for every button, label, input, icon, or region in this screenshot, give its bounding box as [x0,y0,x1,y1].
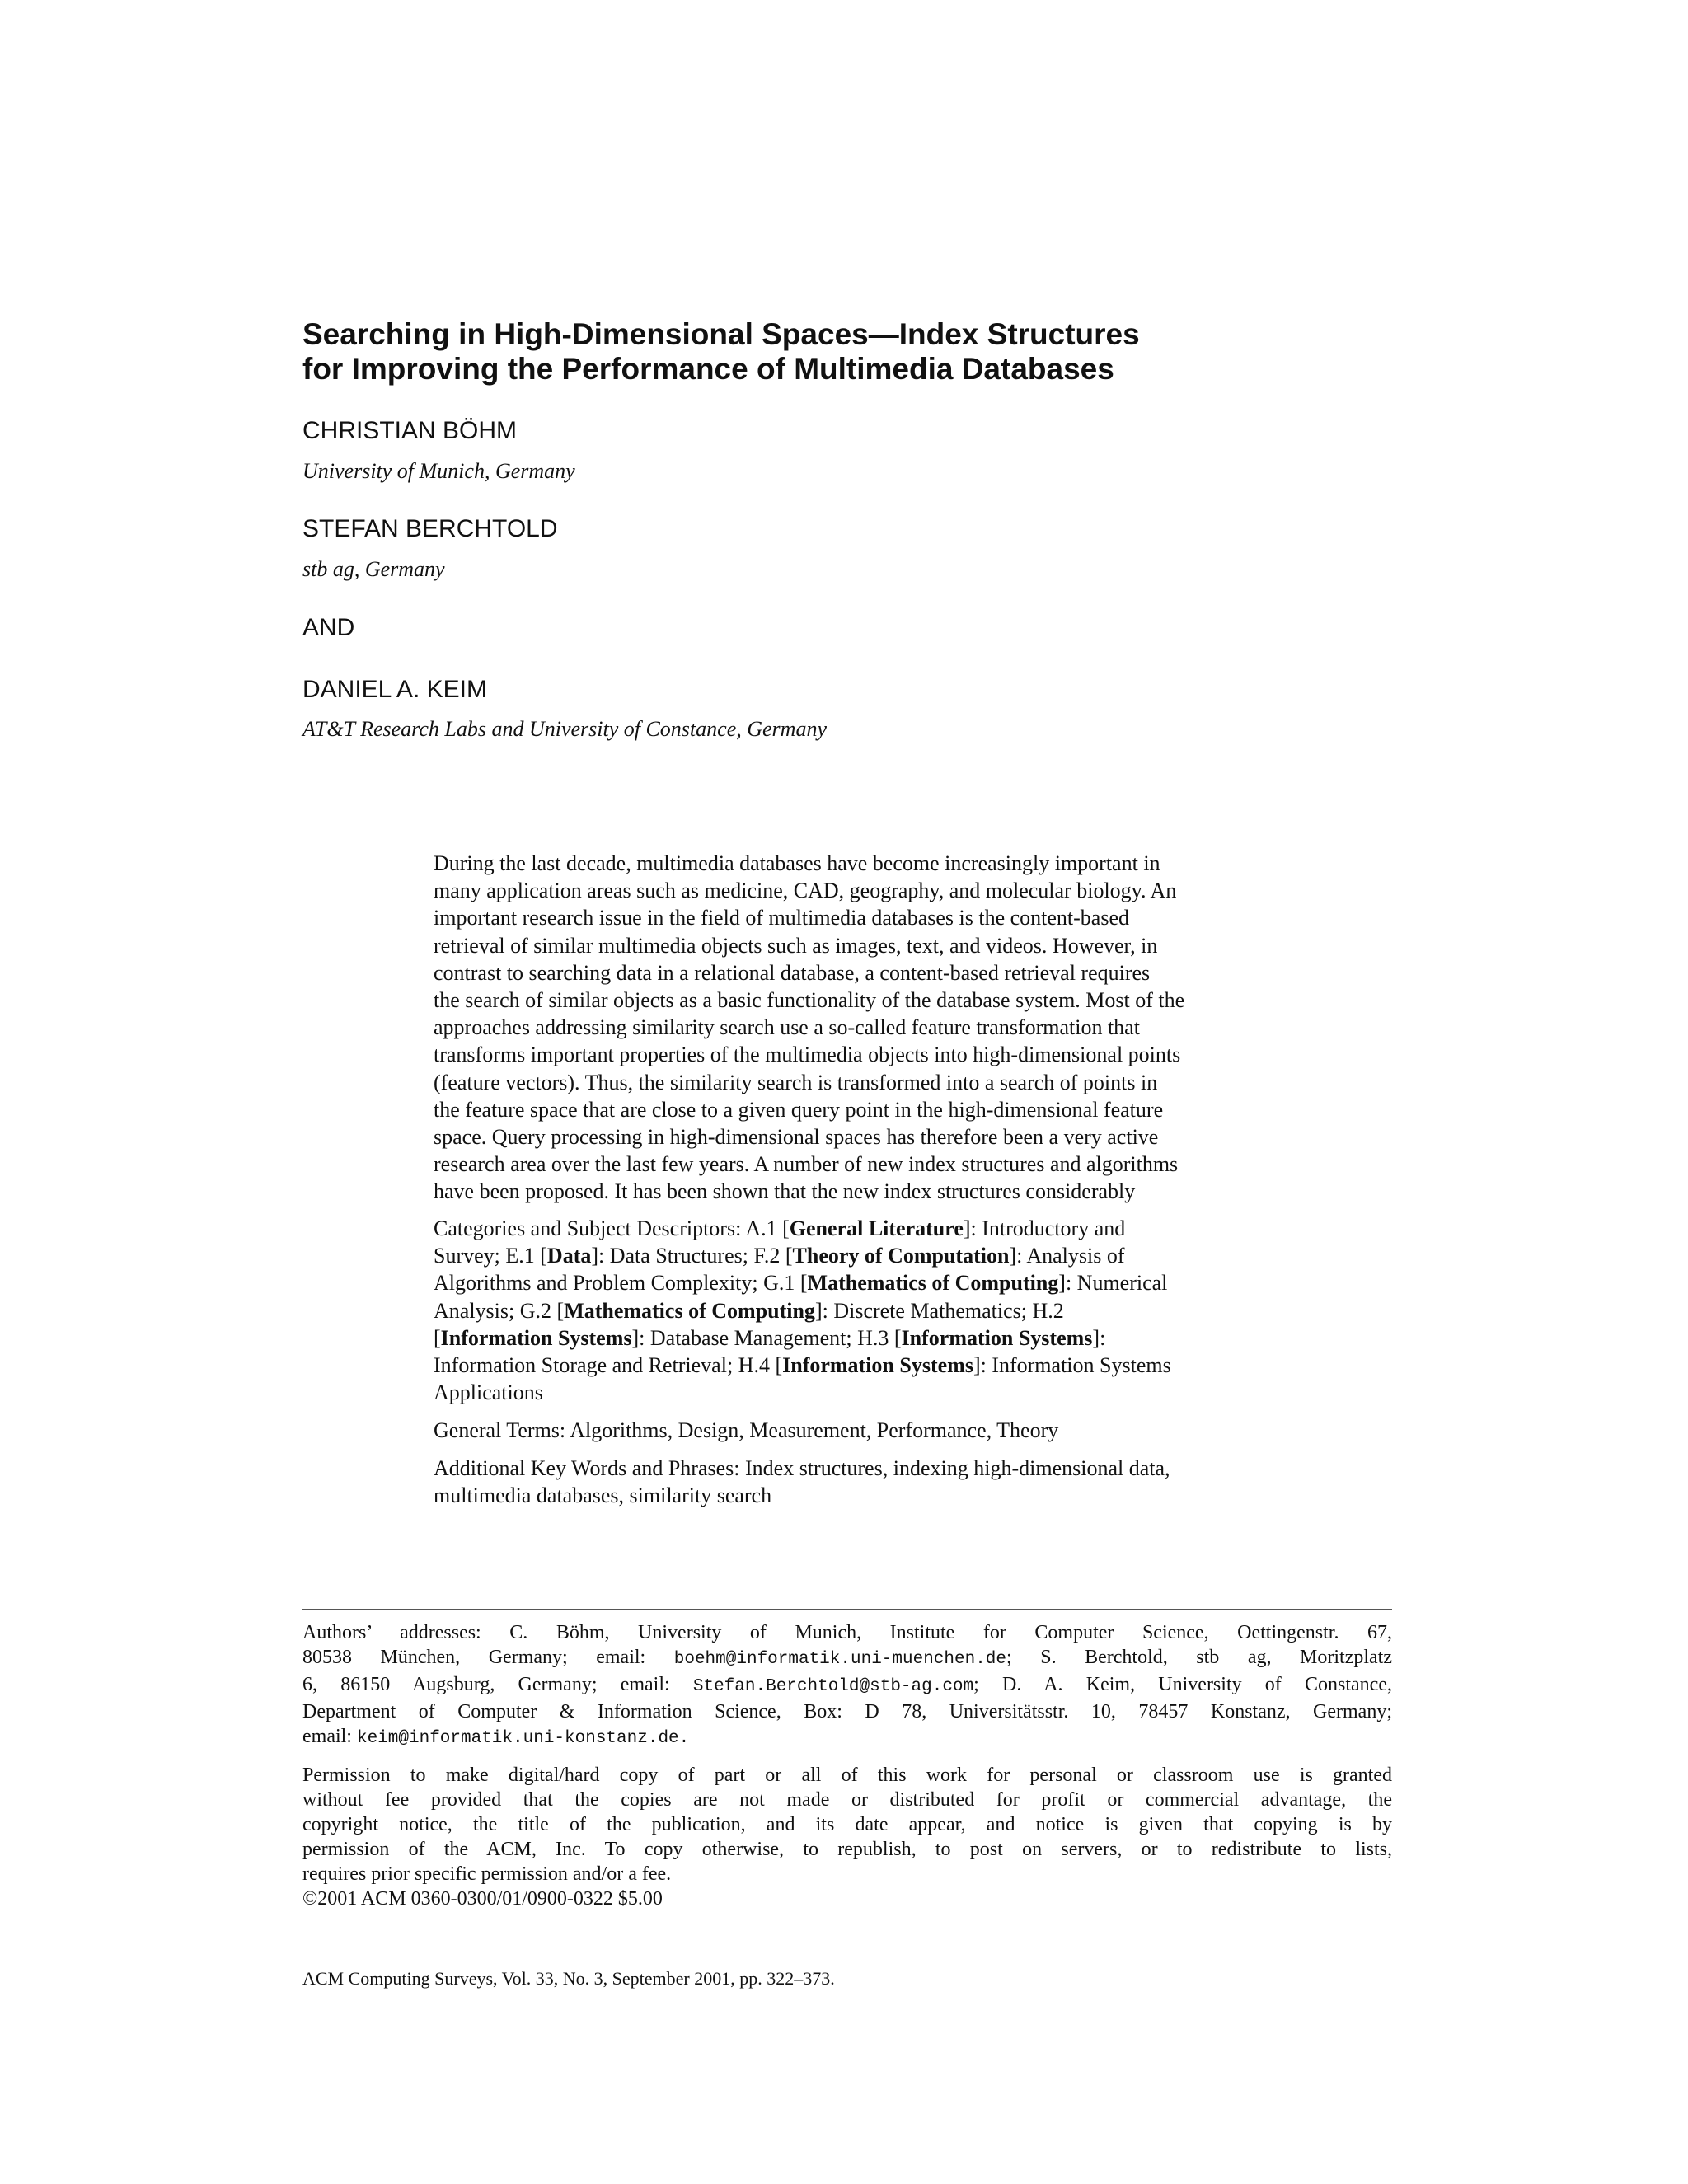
abstract-line: research area over the last few years. A number of new index structures and algorithms [434,1152,1179,1177]
text: Algorithms and Problem Complexity; G.1 [ [434,1271,808,1296]
categories-line [434,1242,1332,1269]
abstract-line: (feature vectors). Thus, the similarity search is transformed into a search of points in [434,1070,1158,1094]
abstract-line: the search of similar objects as a basic functionality of the database system. Most of the [434,988,1185,1013]
text: 6, 86150 Augsburg, Germany; email: [302,1674,693,1695]
keywords-line: multimedia databases, similarity search [434,1483,772,1508]
copyright-line: ©2001 ACM 0360-0300/01/0900-0322 $5.00 [302,1888,663,1910]
text: ; S. Berchtold, stb ag, Moritzplatz [1006,1647,1392,1668]
categories-descriptors [434,1215,1332,1406]
authors-addresses [302,1620,1392,1751]
author-name-3: DANIEL A. KEIM [302,676,487,703]
author-name-1: CHRISTIAN BÖHM [302,417,518,444]
categories-line [434,1297,1332,1324]
category-term: General Literature [789,1216,964,1240]
categories-line [434,1324,1332,1352]
abstract-line: space. Query processing in high-dimensional spaces has therefore been a very active [434,1125,1159,1150]
text: Information Storage and Retrieval; H.4 [ [434,1353,783,1378]
category-term: Information Systems [440,1325,632,1350]
abstract-line: have been proposed. It has been shown that the new index structures considerably [434,1179,1136,1204]
author-affiliation-3: AT&T Research Labs and University of Constance, Germany [302,717,827,741]
abstract-line: During the last decade, multimedia databases have become increasingly important in [434,851,1160,875]
journal-citation: ACM Computing Surveys, Vol. 33, No. 3, September 2001, pp. 322–373. [302,1968,835,1989]
category-term: Information Systems [782,1353,973,1378]
permission-line: copyright notice, the title of the publication, and its date appear, and notice is given that copying is by [302,1814,1392,1835]
abstract [434,850,1332,1206]
text: Categories and Subject Descriptors: A.1 [ [434,1216,790,1240]
text: email: [302,1726,357,1747]
text: ; D. A. Keim, University of Constance, [973,1674,1392,1695]
text: [ [434,1325,441,1350]
category-term: Data [546,1244,592,1268]
categories-line [434,1215,1332,1242]
abstract-line: contrast to searching data in a relational database, a content-based retrieval requires [434,960,1151,985]
categories-line [434,1269,1332,1296]
permission-notice [302,1763,1392,1911]
permission-line: requires prior specific permission and/or a fee. [302,1863,672,1885]
permission-line: Permission to make digital/hard copy of part or all of this work for personal or classroom use is granted [302,1765,1392,1786]
abstract-line: retrieval of similar multimedia objects such as images, text, and videos. However, in [434,933,1158,958]
text: ]: Database Management; H.3 [ [631,1325,902,1350]
and-separator: AND [302,614,355,641]
address-line [302,1724,1392,1751]
email-link[interactable]: keim@informatik.uni-konstanz.de. [356,1729,690,1748]
abstract-line: approaches addressing similarity search use a so-called feature transformation that [434,1015,1140,1040]
keywords-line: Additional Key Words and Phrases: Index structures, indexing high-dimensional data, [434,1456,1170,1480]
author-affiliation-2: stb ag, Germany [302,557,445,581]
email-link[interactable]: boehm@informatik.uni-muenchen.de [673,1650,1007,1669]
categories-line: Applications [434,1380,543,1405]
text: Survey; E.1 [ [434,1244,547,1268]
keywords [434,1455,1332,1509]
categories-line [434,1352,1332,1379]
text: ]: [1092,1325,1106,1350]
author-name-2: STEFAN BERCHTOLD [302,515,558,542]
category-term: Information Systems [901,1325,1093,1350]
text: ]: Numerical [1058,1271,1168,1296]
text: ]: Introductory and [963,1216,1126,1240]
abstract-line: many application areas such as medicine, CAD, geography, and molecular biology. An [434,879,1177,903]
title-line-2: for Improving the Performance of Multimedia Databases [302,352,1114,386]
abstract-line: the feature space that are close to a given query point in the high-dimensional feature [434,1097,1164,1122]
permission-line: permission of the ACM, Inc. To copy otherwise, to republish, to post on servers, or to redistribute to lists, [302,1839,1392,1860]
address-line [302,1672,1392,1699]
category-term: Theory of Computation [792,1244,1010,1268]
text: ]: Discrete Mathematics; H.2 [814,1298,1064,1323]
category-term: Mathematics of Computing [807,1271,1059,1296]
footnote-divider [302,1609,1392,1610]
text: ]: Data Structures; F.2 [ [591,1244,793,1268]
text: ]: Analysis of [1009,1244,1125,1268]
text: 80538 München, Germany; email: [302,1647,674,1668]
text: Analysis; G.2 [ [434,1298,565,1323]
abstract-line: transforms important properties of the multimedia objects into high-dimensional points [434,1043,1181,1067]
address-line: Department of Computer & Information Science, Box: D 78, Universitätsstr. 10, 78457 Konstanz, Germany; [302,1701,1392,1722]
permission-line: without fee provided that the copies are not made or distributed for profit or commercial advantage, the [302,1789,1392,1811]
title-line-1: Searching in High-Dimensional Spaces—Index Structures [302,317,1140,351]
email-link[interactable]: Stefan.Berchtold@stb-ag.com [692,1677,974,1696]
address-line: Authors’ addresses: C. Böhm, University of Munich, Institute for Computer Science, Oettingenstr. 67, [302,1622,1392,1643]
paper-title [302,317,1407,387]
category-term: Mathematics of Computing [564,1298,815,1323]
text: ]: Information Systems [973,1353,1171,1378]
address-line [302,1645,1392,1672]
author-affiliation-1: University of Munich, Germany [302,459,575,483]
abstract-line: important research issue in the field of multimedia databases is the content-based [434,906,1130,930]
general-terms: General Terms: Algorithms, Design, Measurement, Performance, Theory [434,1418,1059,1442]
